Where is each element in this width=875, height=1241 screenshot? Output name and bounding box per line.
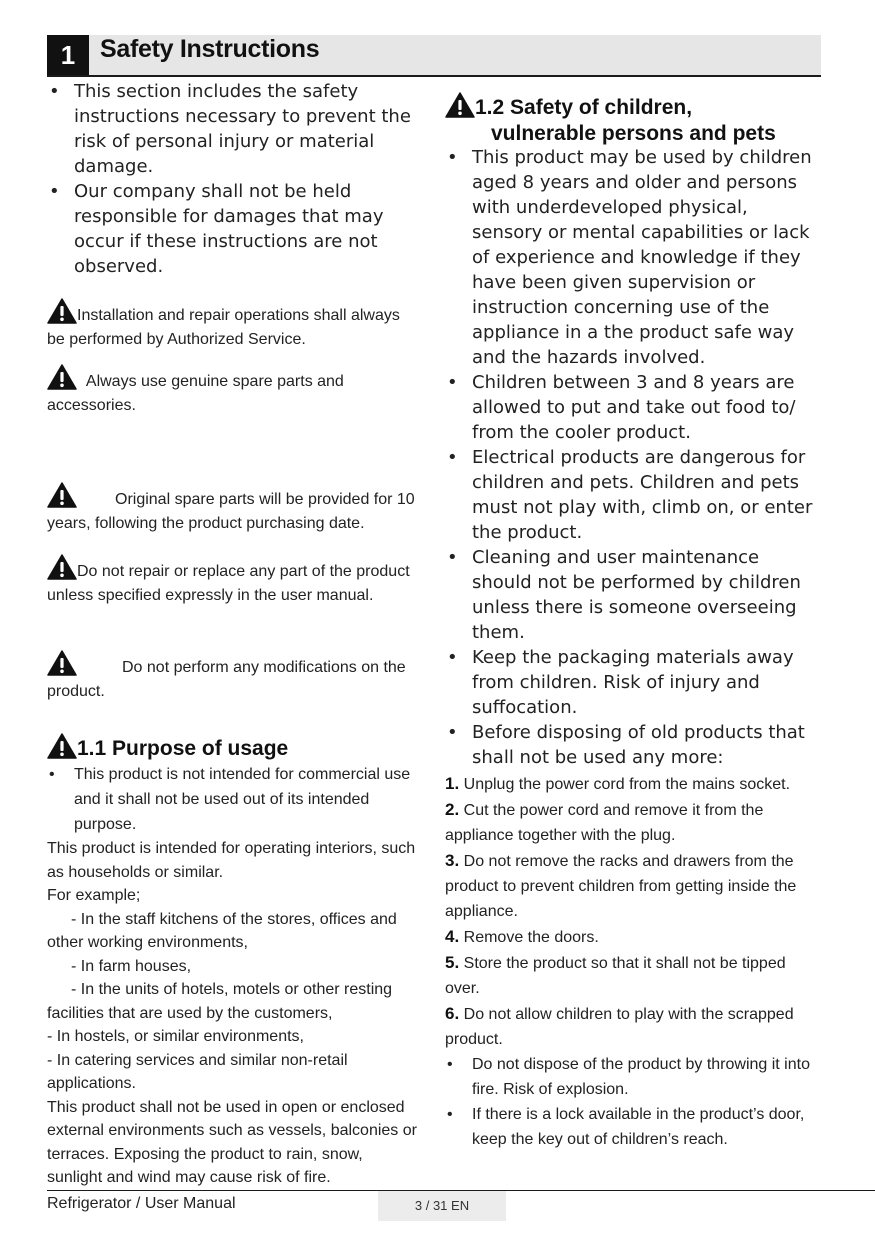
warning-do-not-repair <box>47 554 419 607</box>
section-number: 1 <box>47 35 89 75</box>
purpose-line: - In hostels, or similar environments, <box>47 1028 304 1045</box>
list-item: • Do not dispose of the product by throwing it into fire. Risk of explosion. <box>445 1052 821 1102</box>
warning-text: Installation and repair operations shall always be performed by Authorized Service. <box>47 307 400 348</box>
purpose-line: - In catering services and similar non-retail applications. <box>47 1051 348 1092</box>
list-item: • If there is a lock available in the product’s door, keep the key out of children’s reach. <box>445 1102 821 1152</box>
footer-document-title: Refrigerator / User Manual <box>47 1195 236 1212</box>
intro-bullet-list <box>47 79 419 279</box>
warning-original-parts <box>47 482 419 535</box>
step-item <box>445 950 821 1001</box>
purpose-line: This product shall not be used in open or enclosed external environments such as vessels, balconies or terraces. Exposing the product to rain, snow, sunlight and wind may cause risk of fire. <box>47 1098 417 1186</box>
step-text: Remove the doors. <box>463 929 599 946</box>
step-text: Unplug the power cord from the mains socket. <box>463 776 791 793</box>
list-item: • This product is not intended for commercial use and it shall not be used out of its intended purpose. <box>47 762 421 837</box>
step-item <box>445 1001 821 1052</box>
warning-installation <box>47 298 419 351</box>
purpose-line: - In farm houses, <box>71 957 192 975</box>
step-item <box>445 771 821 797</box>
warning-text: Do not perform any modifications on the product. <box>47 659 406 700</box>
step-number: 2. <box>445 800 460 819</box>
warning-icon <box>47 733 77 759</box>
warning-icon <box>47 298 77 324</box>
warning-no-modifications <box>47 650 419 703</box>
list-item: • Electrical products are dangerous for children and pets. Children and pets must not play with, climb on, or enter the product. <box>445 445 823 545</box>
section-heading-text-2: vulnerable persons and pets <box>491 122 776 145</box>
list-item: • Cleaning and user maintenance should not be performed by children unless there is someone overseeing them. <box>445 545 823 645</box>
page-title: Safety Instructions <box>100 35 320 63</box>
purpose-line: This product is intended for operating interiors, such as households or similar. <box>47 840 416 881</box>
step-text: Do not remove the racks and drawers from the product to prevent children from getting inside the appliance. <box>445 853 797 920</box>
list-item: • Before disposing of old products that shall not be used any more: <box>445 720 823 770</box>
warning-text: Do not repair or replace any part of the product unless specified expressly in the user manual. <box>47 563 410 604</box>
warning-icon <box>47 650 77 676</box>
purpose-line: - In the staff kitchens of the stores, offices and other working environments, <box>47 910 397 951</box>
step-item <box>445 848 821 924</box>
step-text: Cut the power cord and remove it from the appliance together with the plug. <box>445 802 764 844</box>
step-number: 6. <box>445 1004 460 1023</box>
children-safety-heading <box>445 92 825 147</box>
purpose-line: For example; <box>47 887 141 904</box>
step-number: 4. <box>445 927 460 946</box>
warning-icon <box>445 92 475 118</box>
disposal-steps <box>445 771 821 1152</box>
header-divider <box>47 75 821 77</box>
section-heading-text: 1.1 Purpose of usage <box>77 737 289 760</box>
list-item: • Children between 3 and 8 years are allowed to put and take out food to/ from the cooler product. <box>445 370 823 445</box>
warning-text: Always use genuine spare parts and accessories. <box>47 373 344 414</box>
purpose-line: - In the units of hotels, motels or other resting facilities that are used by the customers, <box>47 981 393 1022</box>
step-number: 1. <box>445 774 460 793</box>
warning-text: Original spare parts will be provided for 10 years, following the product purchasing date. <box>47 491 415 532</box>
step-text: Do not allow children to play with the scrapped product. <box>445 1006 794 1048</box>
step-item <box>445 924 821 950</box>
list-item: • Our company shall not be held responsible for damages that may occur if these instructions are not observed. <box>47 179 419 279</box>
warning-icon <box>47 364 77 390</box>
warning-spare-parts <box>47 364 419 417</box>
warning-icon <box>47 482 77 508</box>
section-heading-text: 1.2 Safety of children, <box>475 96 693 119</box>
purpose-heading <box>47 733 419 762</box>
step-number: 3. <box>445 851 460 870</box>
warning-icon <box>47 554 77 580</box>
step-item <box>445 797 821 848</box>
purpose-bullet-list <box>47 762 421 837</box>
step-text: Store the product so that it shall not be tipped over. <box>445 955 786 997</box>
page-number: 3 / 31 EN <box>378 1191 506 1221</box>
purpose-body <box>47 762 421 1190</box>
final-bullet-list <box>445 1052 821 1152</box>
list-item: • Keep the packaging materials away from children. Risk of injury and suffocation. <box>445 645 823 720</box>
list-item: • This section includes the safety instructions necessary to prevent the risk of personal injury or material damage. <box>47 79 419 179</box>
children-bullet-list <box>445 145 823 770</box>
list-item: • This product may be used by children aged 8 years and older and persons with underdeveloped physical, sensory or mental capabilities or lack of experience and knowledge if they have been given supervision or instruction concerning use of the appliance in a the product safe way and the hazards involved. <box>445 145 823 370</box>
step-number: 5. <box>445 953 460 972</box>
